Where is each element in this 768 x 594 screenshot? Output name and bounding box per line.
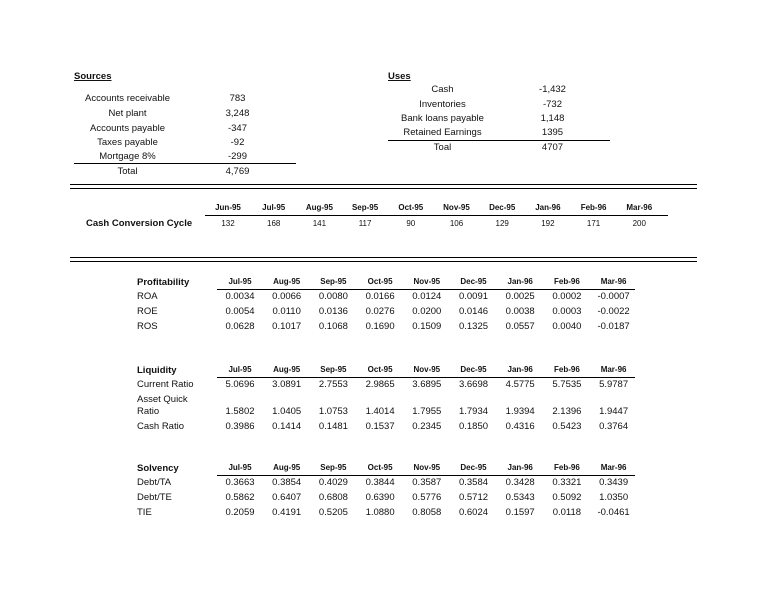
ccc-label: Cash Conversion Cycle [86, 218, 193, 229]
sources-title: Sources [74, 71, 112, 82]
ccc-value: 171 [586, 219, 601, 228]
profitability-month-header: Feb-96 [553, 277, 580, 286]
solvency-value-cell: 0.5862 [225, 492, 255, 503]
double-rule-separator [70, 184, 697, 189]
solvency-value-cell: 0.6407 [272, 492, 302, 503]
solvency-value-cell: 0.6390 [365, 492, 395, 503]
liquidity-value-cell: 0.1850 [458, 421, 489, 432]
solvency-value-cell: 0.3854 [272, 477, 302, 488]
liquidity-value-cell: 1.5802 [225, 406, 255, 417]
liquidity-value-cell: 0.4316 [505, 421, 535, 432]
liquidity-value-cell: 0.1414 [272, 421, 302, 432]
profitability-value-cell: 0.0276 [365, 306, 395, 317]
solvency-value-cell: 0.5343 [505, 492, 535, 503]
liquidity-row-label: Asset Quick [137, 394, 188, 405]
solvency-value-cell: 0.5205 [318, 507, 348, 518]
liquidity-month-header: Nov-95 [413, 365, 441, 374]
profitability-value-cell: 0.0557 [505, 321, 535, 332]
solvency-value-cell: -0.0461 [597, 507, 630, 518]
profitability-value-cell: 0.0054 [225, 306, 255, 317]
ccc-value: 106 [449, 219, 464, 228]
liquidity-title: Liquidity [137, 365, 177, 376]
solvency-value-cell: 0.3321 [552, 477, 582, 488]
solvency-value-cell: 0.3844 [365, 477, 395, 488]
liquidity-row-label: Cash Ratio [137, 421, 184, 432]
liquidity-month-header: Mar-96 [600, 365, 627, 374]
sources-value: 783 [229, 93, 246, 104]
sources-total-value: 4,769 [225, 166, 250, 177]
uses-label: Retained Earnings [403, 127, 482, 138]
profitability-month-header: Jul-95 [228, 277, 252, 286]
profitability-value-cell: 0.0080 [318, 291, 348, 302]
solvency-month-header: Sep-95 [320, 463, 347, 472]
profitability-value-cell: 0.1068 [318, 321, 348, 332]
liquidity-row-label: Ratio [137, 406, 160, 417]
solvency-month-header: Jul-95 [228, 463, 252, 472]
solvency-month-header: Feb-96 [553, 463, 580, 472]
ccc-month-header: Feb-96 [580, 203, 607, 212]
liquidity-month-header: Jul-95 [228, 365, 252, 374]
solvency-value-cell: 0.3428 [505, 477, 535, 488]
profitability-value-cell: 0.0003 [552, 306, 582, 317]
solvency-value-cell: 0.5776 [412, 492, 442, 503]
ccc-value: 132 [221, 219, 235, 228]
liquidity-month-header: Jan-96 [507, 365, 533, 374]
sources-label: Taxes payable [97, 137, 158, 148]
sources-total-rule [74, 163, 296, 164]
uses-total-rule [388, 140, 610, 141]
ccc-month-header: Jan-96 [535, 203, 561, 212]
liquidity-value-cell: 0.1481 [318, 421, 348, 432]
profitability-value-cell: 0.0038 [505, 306, 535, 317]
uses-value: 1395 [541, 127, 564, 138]
liquidity-value-cell: 2.1396 [552, 406, 582, 417]
profitability-row-label: ROE [137, 306, 158, 317]
double-rule-separator [70, 257, 697, 262]
sources-value: 3,248 [225, 108, 250, 119]
liquidity-month-header: Aug-95 [273, 365, 301, 374]
sources-total-label: Total [117, 166, 138, 177]
liquidity-value-cell: 5.9787 [599, 379, 629, 390]
profitability-value-cell: -0.0022 [597, 306, 630, 317]
sources-value: -347 [227, 123, 247, 134]
profitability-value-cell: 0.0025 [505, 291, 535, 302]
liquidity-value-cell: 5.7535 [552, 379, 582, 390]
profitability-value-cell: -0.0187 [597, 321, 630, 332]
profitability-value-cell: 0.1017 [272, 321, 302, 332]
ccc-value: 192 [541, 219, 555, 228]
sources-value: -92 [230, 137, 245, 148]
ccc-value: 200 [632, 219, 646, 228]
solvency-value-cell: 0.3663 [225, 477, 255, 488]
solvency-month-header: Aug-95 [273, 463, 301, 472]
liquidity-value-cell: 3.6895 [412, 379, 442, 390]
solvency-value-cell: 0.6024 [458, 507, 489, 518]
profitability-month-header: Jan-96 [507, 277, 533, 286]
profitability-month-header: Mar-96 [600, 277, 627, 286]
liquidity-value-cell: 5.0696 [225, 379, 255, 390]
liquidity-row-label: Current Ratio [137, 379, 194, 390]
solvency-month-header: Nov-95 [413, 463, 441, 472]
solvency-month-header: Mar-96 [600, 463, 627, 472]
solvency-month-header: Dec-95 [460, 463, 487, 472]
profitability-value-cell: 0.0200 [412, 306, 442, 317]
ccc-month-header: Sep-95 [351, 203, 379, 212]
liquidity-value-cell: 0.5423 [552, 421, 582, 432]
solvency-value-cell: 1.0880 [365, 507, 395, 518]
liquidity-value-cell: 0.1537 [365, 421, 395, 432]
solvency-value-cell: 0.5712 [458, 492, 489, 503]
sources-label: Net plant [108, 108, 147, 119]
uses-total-value: 4707 [541, 142, 564, 153]
profitability-value-cell: 0.0002 [552, 291, 582, 302]
ccc-value: 129 [495, 219, 509, 228]
solvency-value-cell: 1.0350 [599, 492, 629, 503]
profitability-month-header: Oct-95 [367, 277, 393, 286]
solvency-header-rule [217, 475, 635, 476]
solvency-value-cell: 0.1597 [505, 507, 535, 518]
liquidity-value-cell: 2.9865 [365, 379, 395, 390]
liquidity-month-header: Dec-95 [460, 365, 487, 374]
uses-title: Uses [388, 71, 411, 82]
profitability-month-header: Sep-95 [320, 277, 347, 286]
sources-value: -299 [227, 151, 247, 162]
liquidity-value-cell: 1.0405 [272, 406, 302, 417]
liquidity-value-cell: 1.0753 [318, 406, 348, 417]
uses-label: Inventories [419, 99, 466, 110]
profitability-value-cell: 0.0166 [365, 291, 395, 302]
profitability-value-cell: 0.1690 [365, 321, 395, 332]
ccc-month-header: Jul-95 [262, 203, 286, 212]
profitability-month-header: Nov-95 [413, 277, 441, 286]
liquidity-value-cell: 2.7553 [318, 379, 348, 390]
solvency-value-cell: 0.4191 [272, 507, 302, 518]
profitability-value-cell: 0.0628 [225, 321, 255, 332]
profitability-value-cell: 0.0034 [225, 291, 255, 302]
profitability-value-cell: 0.1509 [412, 321, 442, 332]
sources-label: Accounts receivable [84, 93, 171, 104]
profitability-value-cell: 0.0110 [272, 306, 301, 317]
solvency-value-cell: 0.3439 [599, 477, 629, 488]
liquidity-header-rule [217, 377, 635, 378]
uses-label: Cash [431, 84, 454, 95]
ccc-value: 168 [267, 219, 281, 228]
profitability-value-cell: 0.1325 [458, 321, 489, 332]
uses-total-label: Toal [433, 142, 452, 153]
liquidity-value-cell: 0.3764 [599, 421, 629, 432]
liquidity-value-cell: 0.3986 [225, 421, 255, 432]
profitability-value-cell: 0.0091 [458, 291, 489, 302]
solvency-month-header: Jan-96 [507, 463, 533, 472]
liquidity-value-cell: 1.9394 [505, 406, 535, 417]
uses-value: -1,432 [539, 84, 566, 95]
ccc-value: 141 [312, 219, 327, 228]
solvency-value-cell: 0.6808 [318, 492, 348, 503]
solvency-value-cell: 0.3587 [412, 477, 442, 488]
liquidity-value-cell: 1.7934 [458, 406, 489, 417]
ccc-value: 90 [406, 219, 416, 228]
profitability-month-header: Aug-95 [273, 277, 301, 286]
solvency-value-cell: 0.0118 [552, 507, 582, 518]
sources-label: Mortgage 8% [99, 151, 156, 162]
profitability-row-label: ROA [137, 291, 158, 302]
profitability-value-cell: 0.0066 [272, 291, 302, 302]
liquidity-value-cell: 4.5775 [505, 379, 535, 390]
liquidity-value-cell: 1.4014 [365, 406, 395, 417]
liquidity-value-cell: 1.7955 [412, 406, 442, 417]
ccc-month-header: Oct-95 [398, 203, 424, 212]
solvency-row-label: TIE [137, 507, 152, 518]
profitability-value-cell: 0.0040 [552, 321, 582, 332]
profitability-value-cell: -0.0007 [597, 291, 630, 302]
ccc-month-header: Nov-95 [443, 203, 470, 212]
profitability-value-cell: 0.0124 [412, 291, 442, 302]
profitability-row-label: ROS [137, 321, 158, 332]
liquidity-month-header: Feb-96 [553, 365, 580, 374]
liquidity-month-header: Oct-95 [367, 365, 393, 374]
uses-label: Bank loans payable [401, 113, 484, 124]
ccc-rule [205, 215, 668, 216]
solvency-value-cell: 0.2059 [225, 507, 255, 518]
solvency-value-cell: 0.5092 [552, 492, 582, 503]
solvency-row-label: Debt/TE [137, 492, 172, 503]
ccc-value: 117 [358, 219, 372, 228]
uses-value: 1,148 [540, 113, 565, 124]
solvency-title: Solvency [137, 463, 179, 474]
profitability-month-header: Dec-95 [460, 277, 487, 286]
liquidity-value-cell: 3.0891 [272, 379, 302, 390]
solvency-month-header: Oct-95 [367, 463, 393, 472]
ccc-month-header: Aug-95 [305, 203, 333, 212]
liquidity-month-header: Sep-95 [320, 365, 347, 374]
solvency-value-cell: 0.8058 [412, 507, 442, 518]
solvency-value-cell: 0.3584 [458, 477, 489, 488]
sources-label: Accounts payable [90, 123, 165, 134]
solvency-value-cell: 0.4029 [318, 477, 348, 488]
profitability-title: Profitability [137, 277, 190, 288]
profitability-value-cell: 0.0136 [318, 306, 348, 317]
ccc-month-header: Dec-95 [489, 203, 516, 212]
liquidity-value-cell: 0.2345 [412, 421, 442, 432]
liquidity-value-cell: 1.9447 [599, 406, 629, 417]
ccc-month-header: Mar-96 [626, 203, 653, 212]
solvency-row-label: Debt/TA [137, 477, 172, 488]
liquidity-value-cell: 3.6698 [458, 379, 489, 390]
profitability-value-cell: 0.0146 [458, 306, 489, 317]
uses-value: -732 [542, 99, 562, 110]
profitability-header-rule [217, 289, 635, 290]
ccc-month-header: Jun-95 [215, 203, 241, 212]
